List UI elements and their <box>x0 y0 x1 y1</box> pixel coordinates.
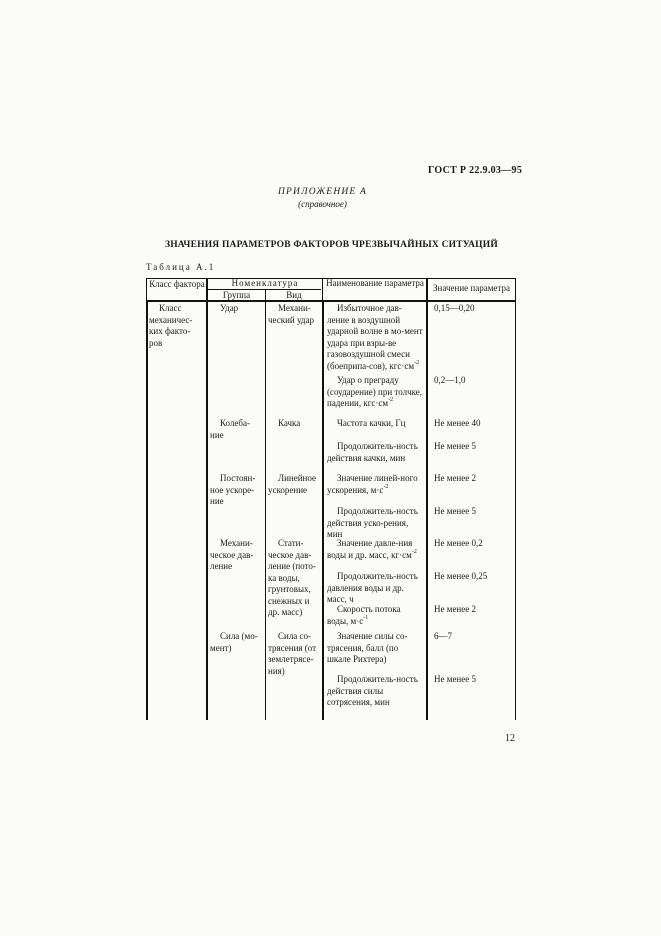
page-title: ЗНАЧЕНИЯ ПАРАМЕТРОВ ФАКТОРОВ ЧРЕЗВЫЧАЙНЫХ СИТУАЦИЙ <box>165 240 498 250</box>
header-class: Класс фактора <box>149 279 205 289</box>
table-label: Таблица А.1 <box>146 262 216 272</box>
param-cell: Частота качки, Гц <box>337 418 406 428</box>
group-cell: Удар <box>220 303 239 313</box>
col-divider-4 <box>426 278 428 720</box>
col-divider-3 <box>322 300 324 720</box>
param-cell: Продолжитель-ность действия уско-рения, мин <box>327 506 418 539</box>
kind-cell: Стати-ческое дав-ление (пото-ка воды, грунтовых, снежных и др. масс) <box>268 538 316 617</box>
header-bottom-border <box>146 300 516 302</box>
value-cell: Не менее 2 <box>434 473 476 483</box>
col-divider-2 <box>265 289 266 720</box>
header-kind: Вид <box>286 290 302 300</box>
left-border-header <box>146 278 147 300</box>
value-cell: Не менее 0,25 <box>434 571 488 581</box>
value-cell: Не менее 5 <box>434 674 476 684</box>
class-cell: Класс механичес-ких факто-ров <box>149 303 193 348</box>
group-cell: Постоян-ное ускоре-ние <box>210 473 256 506</box>
parameters-table <box>146 278 516 720</box>
param-cell: Значение силы со-трясения, балл (по шкале Рихтера) <box>327 631 408 664</box>
group-cell: Колеба-ние <box>210 418 250 440</box>
param-cell: Значение линей-ного ускорения, $м\cdot с^{-2}$ <box>327 473 418 495</box>
header-value: Значение параметра <box>433 283 510 293</box>
param-cell: Продолжитель-ность действия силы сотрясения, мин <box>327 674 418 707</box>
standard-number: ГОСТ Р 22.9.03—95 <box>428 165 523 176</box>
param-cell: Скорость потока воды, $м\cdot с^{-1}$ <box>327 604 401 626</box>
kind-cell: Сила со-трясения (от землетрясе-ния) <box>268 631 317 676</box>
value-cell: Не менее 0,2 <box>434 538 483 548</box>
kind-cell: Механи-ческий удар <box>268 303 315 325</box>
appendix-note: (справочное) <box>298 199 347 209</box>
group-cell: Механи-ческое дав-ление <box>210 538 254 571</box>
page-number: 12 <box>505 733 515 744</box>
value-cell: Не менее 2 <box>434 604 476 614</box>
value-cell: Не менее 5 <box>434 441 476 451</box>
value-cell: Не менее 5 <box>434 506 476 516</box>
header-param-name: Наименование параметра <box>326 278 424 288</box>
col-divider-3-header <box>322 278 323 300</box>
group-cell: Сила (мо-мент) <box>210 631 258 653</box>
left-border <box>146 300 148 720</box>
value-cell: 0,15—0,20 <box>434 303 475 313</box>
header-group: Группа <box>222 290 251 300</box>
appendix-title: ПРИЛОЖЕНИЕ А <box>277 187 368 197</box>
kind-cell: Качка <box>278 418 301 428</box>
value-cell: Не менее 40 <box>434 418 481 428</box>
value-cell: 6—7 <box>434 631 452 641</box>
kind-cell: Линейное ускорение <box>268 473 316 495</box>
param-cell: Значение давле-ния воды и др. масс, $кг\cdot см^{-2}$ <box>327 538 417 560</box>
param-cell: Избыточное дав-ление в воздушной ударной волне в мо-мент удара при взры-ве газовоздушной смеси (боеприпа-сов), $кгс\cdot см^{-2}$ <box>327 303 423 371</box>
value-cell: 0,2—1,0 <box>434 375 466 385</box>
right-border <box>515 278 516 720</box>
param-cell: Продолжитель-ность давления воды и др. масс, ч <box>327 571 418 604</box>
param-cell: Продолжитель-ность действия качки, мин <box>327 441 418 463</box>
header-nomenclature: Номенклатура <box>231 278 299 288</box>
param-cell: Удар о преграду (соударение) при толчке, падении, $кгс\cdot см^{-2}$ <box>327 375 423 408</box>
col-divider-1 <box>206 278 208 720</box>
